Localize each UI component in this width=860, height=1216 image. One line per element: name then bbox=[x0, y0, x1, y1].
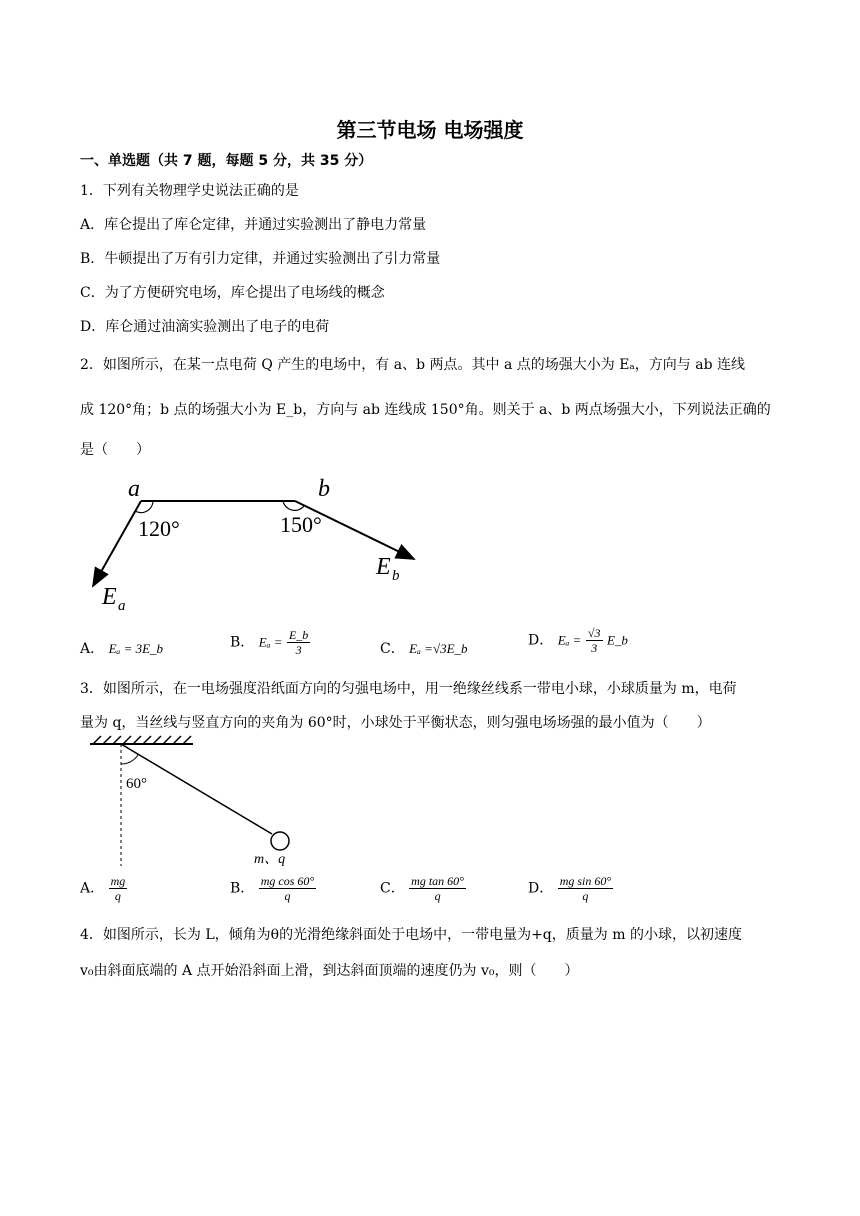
q3-option-d-num: mg sin 60° bbox=[559, 874, 612, 888]
ceiling-hatch bbox=[93, 736, 191, 744]
q3-option-c-num: mg tan 60° bbox=[411, 874, 464, 888]
q3-option-a-num: mg bbox=[110, 874, 126, 888]
q3-option-a-den: q bbox=[114, 889, 121, 903]
q2-option-d-lhs: Eₐ = bbox=[557, 632, 582, 648]
eb-sub: b bbox=[392, 568, 400, 584]
q3-option-d-fraction bbox=[558, 874, 613, 903]
q4-line1: 4．如图所示，长为 L，倾角为θ的光滑绝缘斜面处于电场中，一带电量为+q，质量为 m 的小球，以初速度 bbox=[80, 927, 742, 943]
q2-option-b-label: B． bbox=[230, 634, 255, 651]
q2-figure bbox=[80, 474, 440, 614]
q3-option-b-den: q bbox=[284, 889, 291, 903]
angle-b-label: 150° bbox=[280, 512, 322, 537]
q3-option-a-label: A． bbox=[80, 880, 105, 897]
q3-option-c-den: q bbox=[434, 889, 441, 903]
q3-option-a-fraction bbox=[109, 874, 128, 903]
q1-option-c: C．为了方便研究电场，库仑提出了电场线的概念 bbox=[80, 285, 385, 301]
q4-line2: v₀由斜面底端的 A 点开始沿斜面上滑，到达斜面顶端的速度仍为 v₀，则（ ） bbox=[80, 963, 579, 979]
q3-option-d bbox=[528, 874, 613, 903]
q3-option-c bbox=[380, 874, 466, 903]
q3-line2: 量为 q，当丝线与竖直方向的夹角为 60°时，小球处于平衡状态，则匀强电场场强的最小值为（ ） bbox=[80, 715, 711, 731]
label-b: b bbox=[318, 476, 330, 502]
q2-option-c-label: C． bbox=[380, 641, 405, 657]
q3-figure bbox=[80, 734, 320, 870]
ea-label: E bbox=[102, 584, 117, 610]
angle-arc bbox=[121, 755, 138, 764]
q1-option-a: A．库仑提出了库仑定律，并通过实验测出了静电力常量 bbox=[80, 217, 427, 233]
q2-option-a-label: A． bbox=[80, 641, 105, 657]
q3-option-b-num: mg cos 60° bbox=[260, 874, 315, 888]
section-heading: 一、单选题（共 7 题，每题 5 分，共 35 分） bbox=[80, 153, 373, 169]
q3-option-b-fraction bbox=[259, 874, 316, 903]
q1-option-d: D．库仑通过油滴实验测出了电子的电荷 bbox=[80, 319, 330, 335]
q1-option-b: B．牛顿提出了万有引力定律，并通过实验测出了引力常量 bbox=[80, 251, 441, 267]
q2-option-d-rhs: E_b bbox=[606, 632, 628, 648]
q3-line1: 3．如图所示，在一电场强度沿纸面方向的匀强电场中，用一绝缘丝线系一带电小球，小球质量为 m，电荷 bbox=[80, 681, 737, 697]
ea-arrow bbox=[93, 501, 141, 586]
q3-option-c-label: C． bbox=[380, 880, 405, 897]
charged-ball bbox=[271, 832, 289, 850]
q3-option-a bbox=[80, 874, 127, 903]
q2-line3: 是（ ） bbox=[80, 442, 150, 458]
q2-option-d-label: D． bbox=[528, 632, 554, 649]
ball-label: m、q bbox=[254, 852, 286, 867]
q2-option-b-num: E_b bbox=[288, 628, 309, 642]
q3-option-b bbox=[230, 874, 316, 903]
q2-option-d bbox=[528, 626, 628, 655]
q2-option-d-den: 3 bbox=[591, 641, 598, 655]
q2-option-d-fraction bbox=[586, 626, 603, 655]
q2-option-d-num: √3 bbox=[587, 626, 601, 640]
ea-sub: a bbox=[118, 598, 126, 614]
page-title: 第三节电场 电场强度 bbox=[336, 118, 524, 142]
q2-option-b-den: 3 bbox=[295, 643, 302, 657]
q3-option-d-den: q bbox=[582, 889, 589, 903]
q3-option-c-fraction bbox=[409, 874, 466, 903]
q3-option-d-label: D． bbox=[528, 880, 554, 897]
angle-label: 60° bbox=[126, 776, 147, 792]
q2-option-b-fraction bbox=[287, 628, 310, 657]
q2-option-b bbox=[230, 628, 310, 657]
q2-option-c bbox=[380, 638, 468, 658]
q2-option-b-lhs: Eₐ = bbox=[258, 634, 283, 650]
eb-label: E bbox=[376, 554, 391, 580]
label-a: a bbox=[128, 476, 140, 502]
angle-b-arc bbox=[283, 501, 304, 510]
q2-option-c-formula: Eₐ =√3E_b bbox=[409, 641, 468, 656]
q2-line2: 成 120°角；b 点的场强大小为 E_b，方向与 ab 连线成 150°角。则关于 a、b 两点场强大小，下列说法正确的 bbox=[80, 402, 771, 418]
q3-option-b-label: B． bbox=[230, 880, 255, 897]
q2-line1: 2．如图所示，在某一点电荷 Q 产生的电场中，有 a、b 两点。其中 a 点的场强大小为 Eₐ，方向与 ab 连线 bbox=[80, 357, 746, 373]
angle-a-label: 120° bbox=[138, 516, 180, 541]
q2-option-a-formula: Eₐ = 3E_b bbox=[108, 641, 164, 656]
q2-option-a bbox=[80, 638, 163, 658]
q1-stem: 1．下列有关物理学史说法正确的是 bbox=[80, 183, 299, 199]
